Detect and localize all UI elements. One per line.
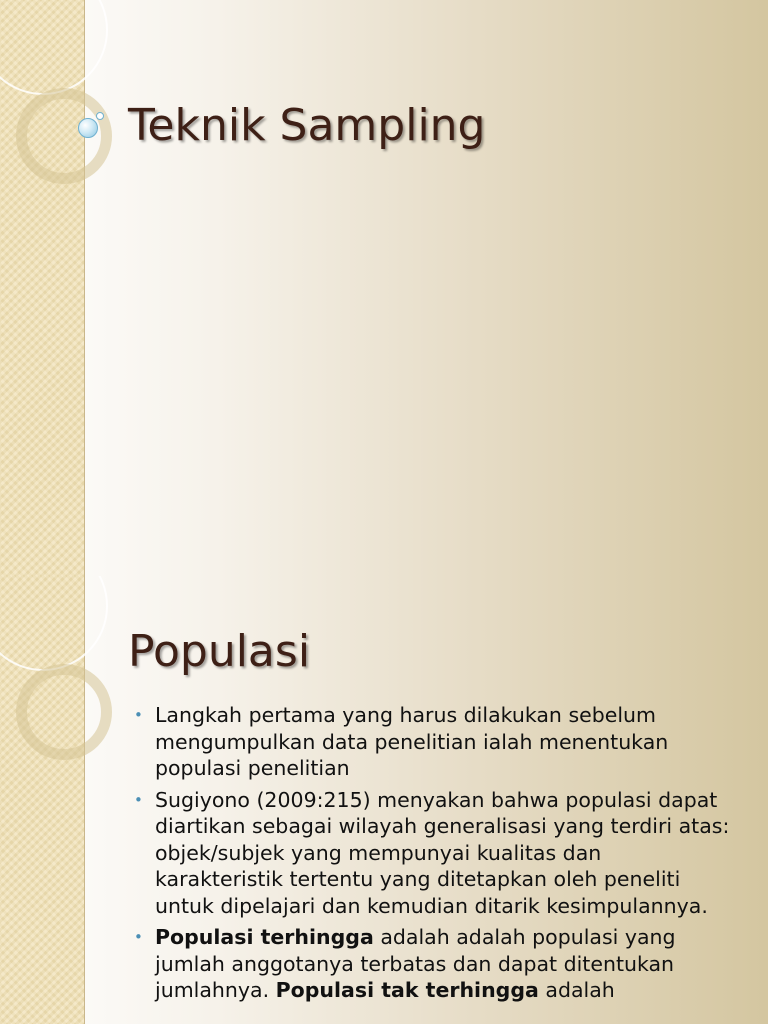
bullet-icon: • xyxy=(134,790,143,809)
list-item xyxy=(134,787,734,920)
term-populasi-tak-terhingga: Populasi tak terhingga xyxy=(275,978,539,1002)
bubble-icon xyxy=(96,112,104,120)
decorative-circle-icon xyxy=(0,0,108,95)
decorative-strip xyxy=(0,576,85,1024)
bullet-text: adalah adalah populasi yang jumlah anggotanya terbatas dan dapat ditentukan jumlahnya. xyxy=(155,925,676,1002)
bullet-list xyxy=(134,702,734,1009)
decorative-strip xyxy=(0,0,85,576)
decorative-circle-icon xyxy=(0,576,108,671)
bullet-text: adalah xyxy=(538,978,615,1002)
bullet-text: Langkah pertama yang harus dilakukan sebelum mengumpulkan data penelitian ialah menentukan populasi penelitian xyxy=(155,703,669,780)
decorative-circle-icon xyxy=(16,88,112,184)
list-item xyxy=(134,702,734,782)
bubble-icon xyxy=(78,118,98,138)
list-item xyxy=(134,924,734,1004)
decorative-circle-icon xyxy=(16,664,112,760)
slide-populasi xyxy=(0,576,768,1024)
bullet-icon: • xyxy=(134,706,143,724)
bullet-text: Sugiyono (2009:215) menyakan bahwa populasi dapat diartikan sebagai wilayah generalisasi yang terdiri atas: objek/subjek yang mempunyai kualitas dan karakteristik tertentu yang ditetapkan oleh peneliti untuk dipelajari dan kemudian ditarik kesimpulannya. xyxy=(155,787,730,918)
term-populasi-terhingga: Populasi terhingga xyxy=(155,925,374,949)
bullet-icon: • xyxy=(134,928,143,946)
slide-title-heading: Teknik Sampling xyxy=(128,100,486,151)
slide-heading: Populasi xyxy=(128,626,311,677)
